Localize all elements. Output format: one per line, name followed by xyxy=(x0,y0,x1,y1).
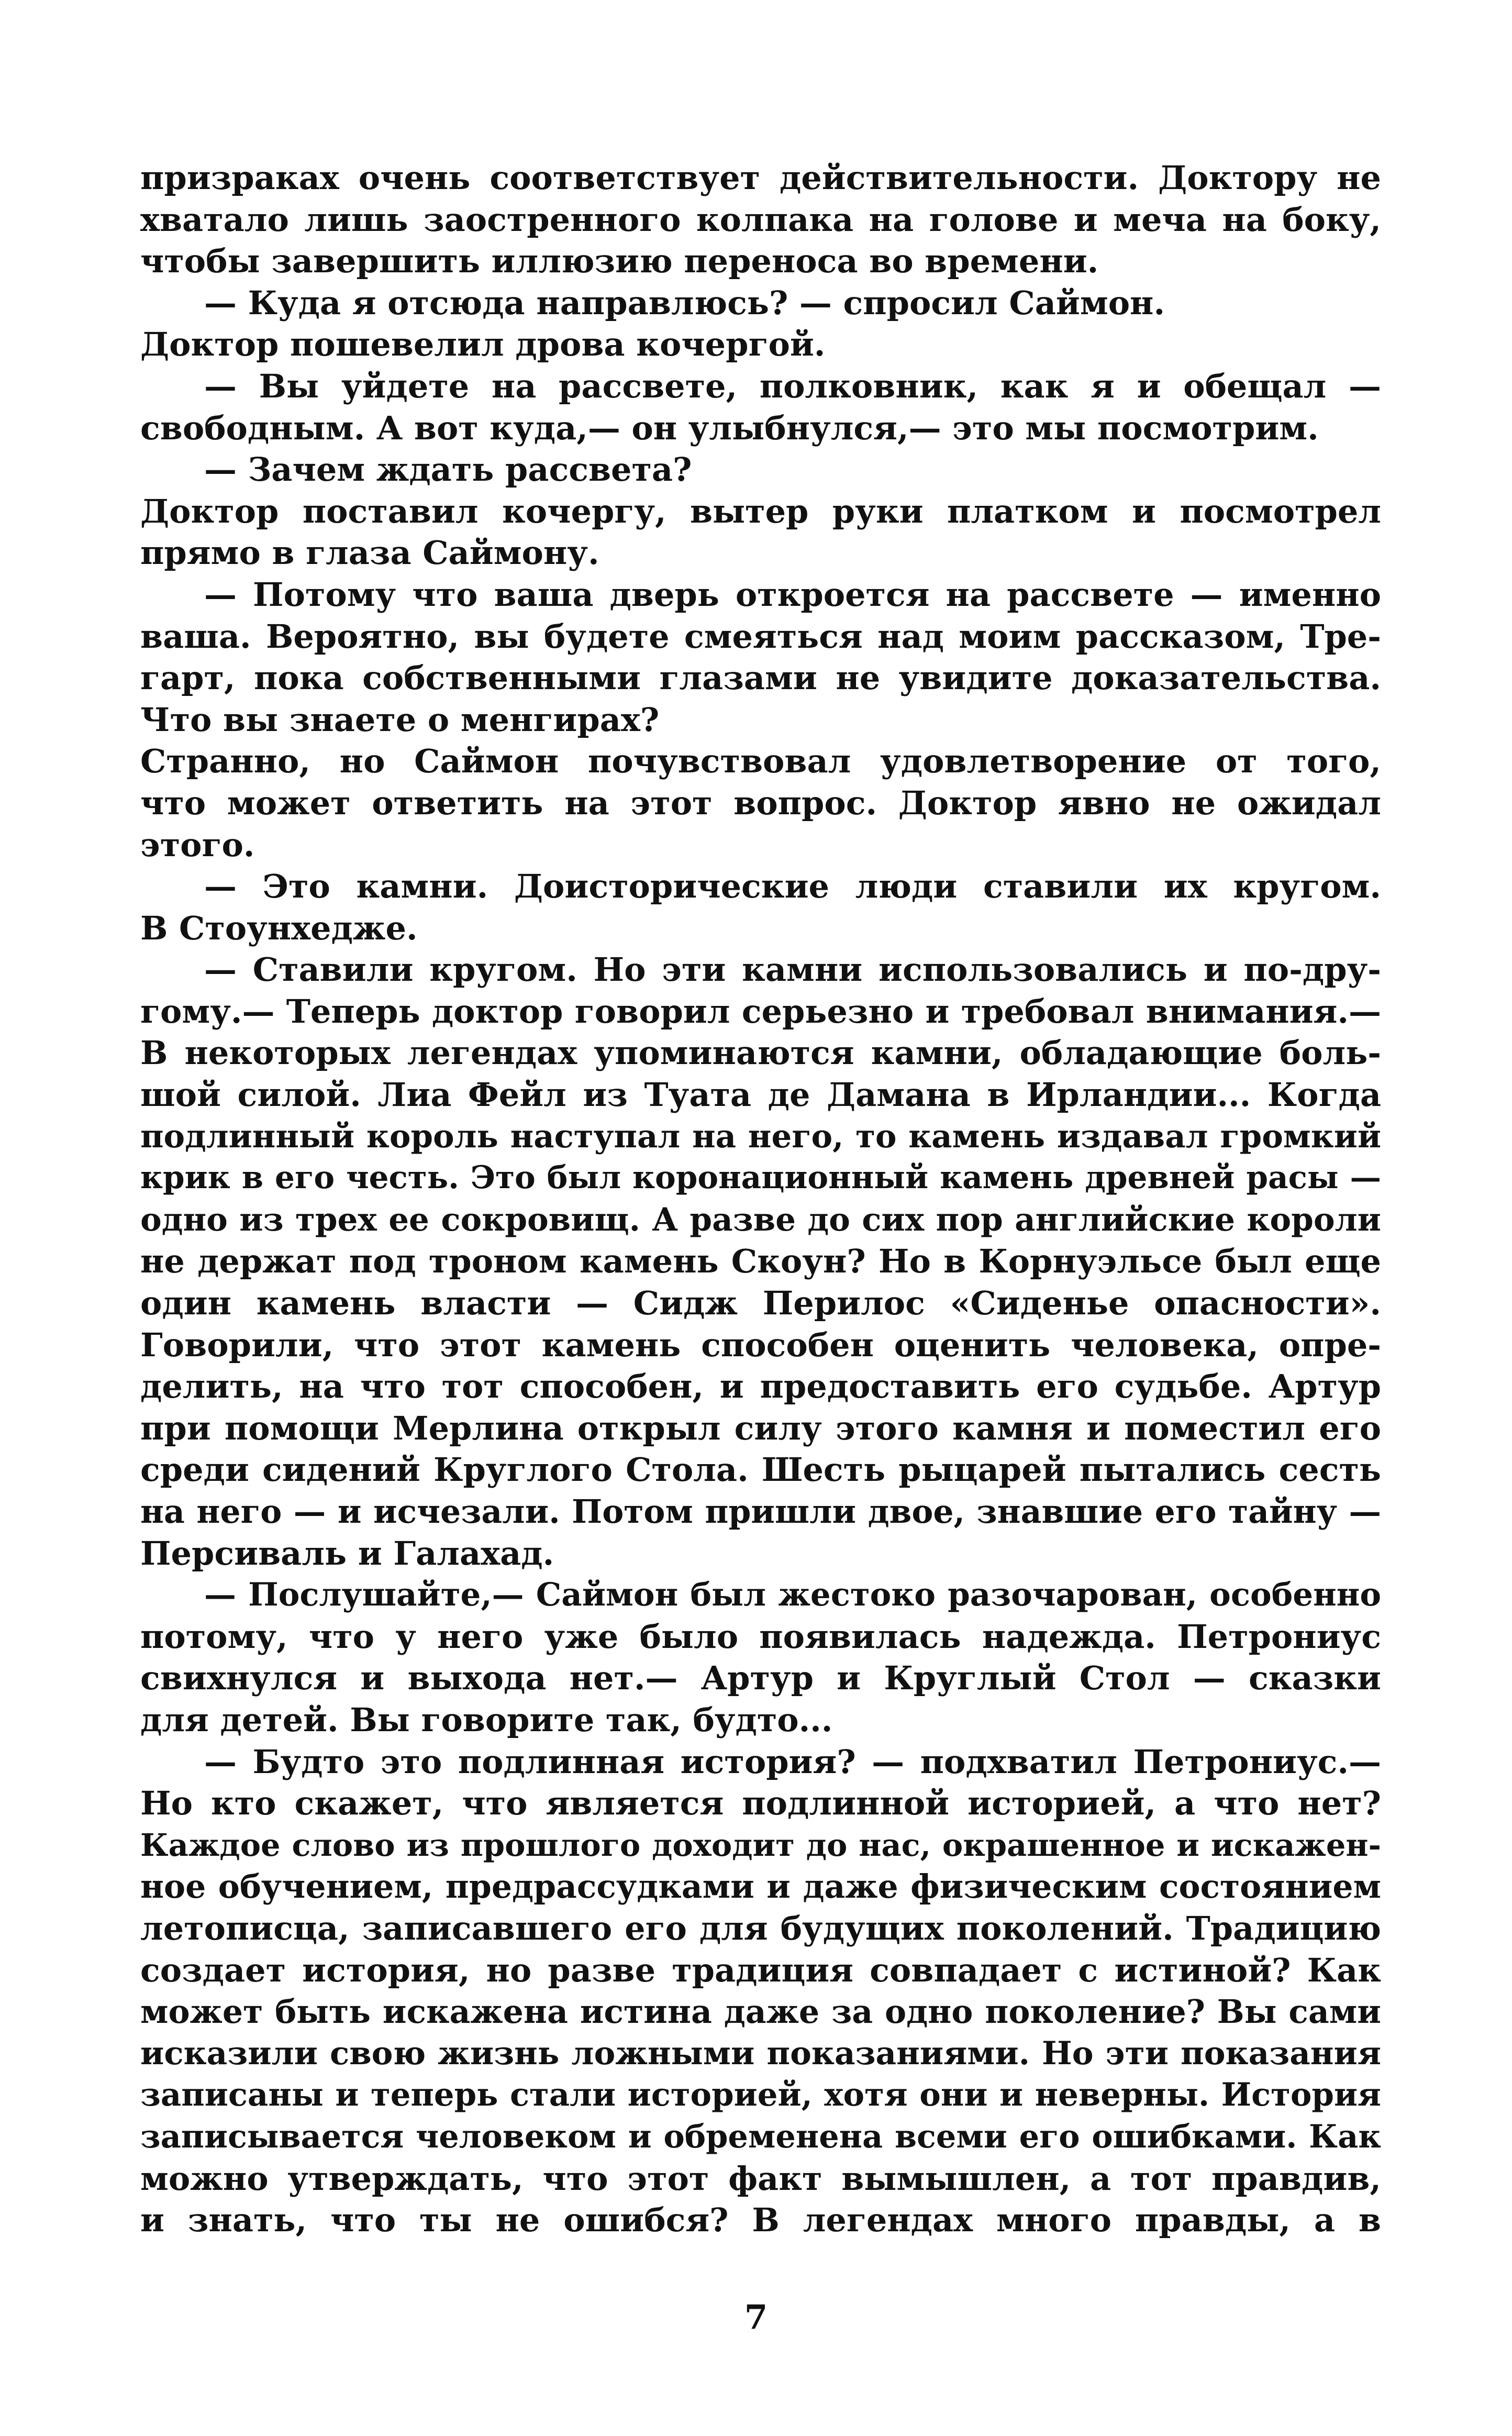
paragraph xyxy=(140,449,1381,491)
text-line: — Будто это подлинная история? — подхватил Петрониус.— xyxy=(204,1742,1381,1781)
text-line: — Куда я отсюда направлюсь? — спросил Саймон. xyxy=(204,283,1165,322)
text-line: ваша. Вероятно, вы будете смеяться над моим рассказом, Тре- xyxy=(140,617,1381,656)
text-line: потому, что у него уже было появилась надежда. Петрониус xyxy=(140,1617,1381,1656)
text-line: чтобы завершить иллюзию переноса во времени. xyxy=(140,242,1099,281)
text-line: записывается человеком и обременена всеми его ошибками. Как xyxy=(140,2118,1381,2155)
text-line: свихнулся и выхода нет.— Артур и Круглый Стол — сказки xyxy=(140,1659,1381,1698)
text-line: делить, на что тот способен, и предоставить его судьбе. Артур xyxy=(140,1367,1381,1406)
text-line: исказили свою жизнь ложными показаниями. Но эти показания xyxy=(140,2034,1381,2072)
text-line: — Потому что ваша дверь откроется на рассвете — именно xyxy=(204,575,1381,614)
text-line: — Зачем ждать рассвета? xyxy=(204,450,692,489)
text-line: хватало лишь заостренного колпака на голове и меча на боку, xyxy=(140,200,1381,239)
text-line: не держат под троном камень Скоун? Но в Корнуэльсе был еще xyxy=(140,1242,1381,1281)
text-line: Персиваль и Галахад. xyxy=(140,1534,554,1573)
text-line: создает история, но разве традиция совпадает с истиной? Как xyxy=(140,1951,1381,1989)
text-line: гому.— Теперь доктор говорил серьезно и требовал внимания.— xyxy=(140,992,1381,1031)
paragraph xyxy=(140,282,1381,324)
text-line: можно утверждать, что этот факт вымышлен, а тот правдив, xyxy=(140,2159,1381,2198)
text-line: — Вы уйдете на рассвете, полковник, как я и обещал — xyxy=(204,367,1381,405)
paragraph xyxy=(140,1574,1381,1741)
text-line: этого. xyxy=(140,825,255,864)
paragraph xyxy=(140,366,1381,449)
text-line: подлинный король наступал на него, то камень издавал громкий xyxy=(140,1117,1381,1155)
text-line: среди сидений Круглого Стола. Шесть рыцарей пытались сесть xyxy=(140,1450,1381,1489)
paragraph xyxy=(140,949,1381,1574)
text-line: Но кто скажет, что является подлинной историей, а что нет? xyxy=(140,1784,1381,1823)
paragraph xyxy=(140,1741,1381,2241)
text-line: свободным. А вот куда,— он улыбнулся,— это мы посмотрим. xyxy=(140,408,1319,447)
text-line: ное обучением, предрассудками и даже физическим состоянием xyxy=(140,1867,1381,1906)
text-line: при помощи Мерлина открыл силу этого камня и поместил его xyxy=(140,1409,1381,1447)
text-line: прямо в глаза Саймону. xyxy=(140,534,599,572)
body-text xyxy=(140,157,1381,2241)
text-line: шой силой. Лиа Фейл из Туата де Дамана в Ирландии... Когда xyxy=(140,1076,1381,1114)
text-line: один камень власти — Сидж Перилос «Сиденье опасности». xyxy=(140,1284,1381,1323)
text-line: — Это камни. Доисторические люди ставили их кругом. xyxy=(204,867,1381,906)
text-line: — Послушайте,— Саймон был жестоко разочарован, особенно xyxy=(204,1576,1381,1614)
paragraph xyxy=(140,491,1381,574)
paragraph xyxy=(140,157,1381,282)
text-line: одно из трех ее сокровищ. А разве до сих пор английские короли xyxy=(140,1201,1381,1238)
text-line: Доктор поставил кочергу, вытер руки платком и посмотрел xyxy=(140,492,1381,530)
text-line: крик в его честь. Это был коронационный камень древней расы — xyxy=(140,1159,1381,1197)
text-line: для детей. Вы говорите так, будто... xyxy=(140,1700,833,1739)
text-line: — Ставили кругом. Но эти камни использовались и по-дру- xyxy=(204,950,1381,989)
text-line: Странно, но Саймон почувствовал удовлетворение от того, xyxy=(140,742,1381,781)
text-line: Доктор пошевелил дрова кочергой. xyxy=(140,325,826,364)
paragraph xyxy=(140,324,1381,366)
text-line: В некоторых легендах упоминаются камни, обладающие боль- xyxy=(140,1034,1381,1072)
text-line: может быть искажена истина даже за одно поколение? Вы сами xyxy=(140,1992,1381,2031)
paragraph xyxy=(140,574,1381,740)
text-line: гарт, пока собственными глазами не увидите доказательства. xyxy=(140,659,1381,697)
text-line: что может ответить на этот вопрос. Доктор явно не ожидал xyxy=(140,783,1381,822)
text-line: записаны и теперь стали историей, хотя они и неверны. История xyxy=(140,2076,1381,2114)
text-line: Что вы знаете о менгирах? xyxy=(140,700,660,739)
text-line: и знать, что ты не ошибся? В легендах много правды, а в xyxy=(140,2201,1381,2240)
page-number: 7 xyxy=(744,2298,768,2337)
text-line: летописца, записавшего его для будущих поколений. Традицию xyxy=(140,1909,1381,1947)
text-line: призраках очень соответствует действительности. Доктору не xyxy=(140,159,1381,197)
text-line: Каждое слово из прошлого доходит до нас, окрашенное и искажен- xyxy=(140,1826,1381,1863)
paragraph xyxy=(140,866,1381,949)
paragraph xyxy=(140,740,1381,866)
text-line: на него — и исчезали. Потом пришли двое, знавшие его тайну — xyxy=(140,1492,1381,1531)
text-line: В Стоунхедже. xyxy=(140,909,418,947)
text-line: Говорили, что этот камень способен оценить человека, опре- xyxy=(140,1325,1381,1364)
